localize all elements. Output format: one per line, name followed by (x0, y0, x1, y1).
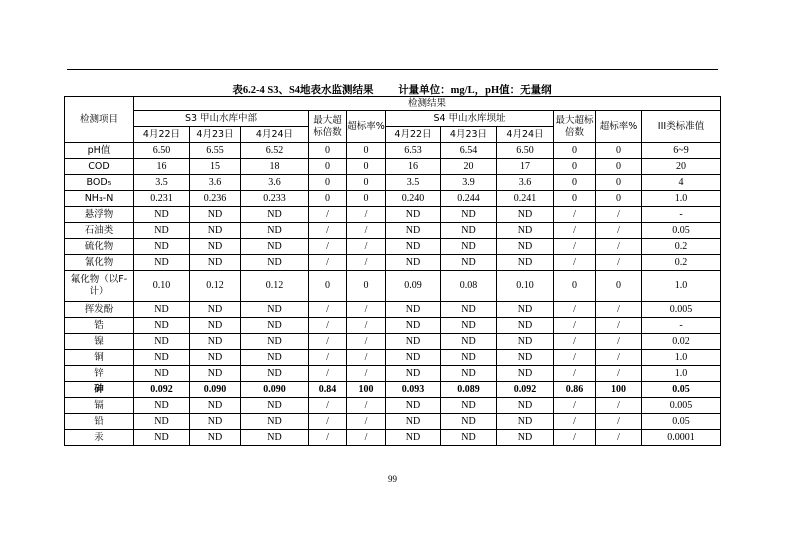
s3-day3-cell: ND (241, 350, 309, 366)
s3-day2-cell: ND (190, 334, 241, 350)
s3-exceed-rate-cell: 100 (347, 382, 386, 398)
s3-day2-cell: ND (190, 239, 241, 255)
s4-day1-cell: 6.53 (386, 143, 441, 159)
s3-day1-cell: 6.50 (134, 143, 190, 159)
s4-day3-cell: 0.10 (497, 271, 554, 302)
s4-max-exceed-cell: 0 (554, 159, 596, 175)
s3-max-exceed-cell: 0 (309, 175, 347, 191)
item-name-cell: 挥发酚 (65, 302, 134, 318)
s4-day3-cell: 6.50 (497, 143, 554, 159)
s3-exceed-rate-cell: / (347, 239, 386, 255)
s4-exceed-rate-cell: 0 (596, 159, 642, 175)
s4-exceed-rate-cell: 0 (596, 175, 642, 191)
table-row (65, 175, 721, 191)
item-name-cell: 砷 (65, 382, 134, 398)
s3-max-exceed-cell: / (309, 223, 347, 239)
standard-value-cell: 1.0 (642, 271, 721, 302)
s3-max-exceed-cell: / (309, 255, 347, 271)
table-row (65, 271, 721, 302)
header-s4-date-3: 4月24日 (497, 127, 554, 143)
s3-day2-cell: 0.236 (190, 191, 241, 207)
s4-exceed-rate-cell: / (596, 350, 642, 366)
standard-value-cell: - (642, 318, 721, 334)
s3-exceed-rate-cell: / (347, 318, 386, 334)
header-s3-date-1: 4月22日 (134, 127, 190, 143)
s3-exceed-rate-cell: / (347, 430, 386, 446)
s3-day2-cell: 15 (190, 159, 241, 175)
standard-value-cell: 0.005 (642, 398, 721, 414)
s3-day1-cell: ND (134, 223, 190, 239)
s4-exceed-rate-cell: / (596, 430, 642, 446)
s3-day3-cell: ND (241, 334, 309, 350)
s4-max-exceed-cell: / (554, 334, 596, 350)
s4-max-exceed-cell: 0 (554, 143, 596, 159)
s4-day2-cell: ND (441, 223, 497, 239)
s4-exceed-rate-cell: / (596, 318, 642, 334)
s3-day2-cell: ND (190, 302, 241, 318)
s4-day3-cell: ND (497, 366, 554, 382)
s3-exceed-rate-cell: / (347, 366, 386, 382)
s3-day3-cell: 0.233 (241, 191, 309, 207)
s4-max-exceed-cell: / (554, 398, 596, 414)
s3-max-exceed-cell: / (309, 350, 347, 366)
item-name-cell: NH₃-N (65, 191, 134, 207)
s4-max-exceed-cell: 0 (554, 271, 596, 302)
s4-max-exceed-cell: / (554, 366, 596, 382)
s4-day1-cell: ND (386, 430, 441, 446)
s4-day2-cell: ND (441, 239, 497, 255)
s4-day1-cell: ND (386, 414, 441, 430)
s3-day2-cell: ND (190, 223, 241, 239)
table-row (65, 366, 721, 382)
s3-day2-cell: ND (190, 255, 241, 271)
s3-day2-cell: ND (190, 398, 241, 414)
s4-max-exceed-cell: / (554, 350, 596, 366)
header-s3: S3 甲山水库中部 (134, 111, 309, 127)
s3-day3-cell: ND (241, 255, 309, 271)
s3-max-exceed-cell: / (309, 318, 347, 334)
standard-value-cell: 20 (642, 159, 721, 175)
s4-day3-cell: ND (497, 430, 554, 446)
standard-value-cell: 1.0 (642, 350, 721, 366)
s4-day2-cell: ND (441, 255, 497, 271)
item-name-cell: pH值 (65, 143, 134, 159)
table-row (65, 398, 721, 414)
s4-day1-cell: ND (386, 207, 441, 223)
s4-day1-cell: ND (386, 334, 441, 350)
item-name-cell: 铜 (65, 350, 134, 366)
item-name-cell: 氟化物（以F-计） (65, 271, 134, 302)
s3-exceed-rate-cell: / (347, 334, 386, 350)
s3-exceed-rate-cell: / (347, 302, 386, 318)
standard-value-cell: 0.02 (642, 334, 721, 350)
s4-day3-cell: ND (497, 302, 554, 318)
s3-day1-cell: 0.231 (134, 191, 190, 207)
s3-day2-cell: ND (190, 207, 241, 223)
s4-day2-cell: ND (441, 334, 497, 350)
s3-day2-cell: 0.12 (190, 271, 241, 302)
header-s4-date-1: 4月22日 (386, 127, 441, 143)
s3-day3-cell: ND (241, 302, 309, 318)
item-name-cell: 锆 (65, 318, 134, 334)
s3-max-exceed-cell: 0 (309, 191, 347, 207)
s4-day1-cell: 16 (386, 159, 441, 175)
monitoring-results-table (64, 96, 721, 446)
s3-exceed-rate-cell: 0 (347, 175, 386, 191)
s4-day2-cell: ND (441, 414, 497, 430)
s4-day1-cell: 0.09 (386, 271, 441, 302)
s3-day1-cell: 16 (134, 159, 190, 175)
standard-value-cell: 0.2 (642, 239, 721, 255)
table-row (65, 302, 721, 318)
s4-day3-cell: 0.092 (497, 382, 554, 398)
s4-exceed-rate-cell: / (596, 207, 642, 223)
s3-day3-cell: 0.12 (241, 271, 309, 302)
standard-value-cell: 0.05 (642, 414, 721, 430)
header-s4-max-exceed: 最大超标倍数 (554, 111, 596, 143)
s3-day2-cell: ND (190, 366, 241, 382)
s3-day3-cell: ND (241, 223, 309, 239)
s3-max-exceed-cell: / (309, 414, 347, 430)
s4-day2-cell: ND (441, 366, 497, 382)
s4-max-exceed-cell: / (554, 302, 596, 318)
s4-day3-cell: ND (497, 318, 554, 334)
s3-max-exceed-cell: / (309, 366, 347, 382)
s4-day3-cell: ND (497, 255, 554, 271)
s4-day2-cell: 0.244 (441, 191, 497, 207)
s4-day2-cell: ND (441, 207, 497, 223)
item-name-cell: 铅 (65, 414, 134, 430)
s3-max-exceed-cell: 0 (309, 271, 347, 302)
s4-max-exceed-cell: 0 (554, 175, 596, 191)
s4-day3-cell: ND (497, 414, 554, 430)
s3-day2-cell: ND (190, 414, 241, 430)
standard-value-cell: 0.005 (642, 302, 721, 318)
header-s4: S4 甲山水库坝址 (386, 111, 554, 127)
header-row-1 (65, 97, 721, 111)
s4-day3-cell: ND (497, 223, 554, 239)
s4-day1-cell: 0.240 (386, 191, 441, 207)
table-row (65, 191, 721, 207)
header-rule (67, 69, 718, 70)
item-name-cell: COD (65, 159, 134, 175)
standard-value-cell: 6~9 (642, 143, 721, 159)
standard-value-cell: - (642, 207, 721, 223)
s3-day3-cell: ND (241, 366, 309, 382)
table-caption (64, 82, 720, 97)
s3-exceed-rate-cell: / (347, 414, 386, 430)
header-s4-exceed-rate: 超标率% (596, 111, 642, 143)
s3-day1-cell: 0.092 (134, 382, 190, 398)
s3-exceed-rate-cell: 0 (347, 191, 386, 207)
s3-day1-cell: 0.10 (134, 271, 190, 302)
s3-day2-cell: 0.090 (190, 382, 241, 398)
s4-exceed-rate-cell: 0 (596, 143, 642, 159)
s3-max-exceed-cell: 0.84 (309, 382, 347, 398)
s3-day2-cell: ND (190, 350, 241, 366)
s3-day2-cell: 3.6 (190, 175, 241, 191)
header-s4-date-2: 4月23日 (441, 127, 497, 143)
s3-day2-cell: ND (190, 318, 241, 334)
s4-max-exceed-cell: / (554, 255, 596, 271)
s4-day1-cell: ND (386, 239, 441, 255)
s4-max-exceed-cell: / (554, 223, 596, 239)
table-row (65, 143, 721, 159)
header-s3-date-2: 4月23日 (190, 127, 241, 143)
s4-day2-cell: 0.089 (441, 382, 497, 398)
s3-exceed-rate-cell: 0 (347, 271, 386, 302)
s4-day2-cell: 0.08 (441, 271, 497, 302)
header-row-2 (65, 111, 721, 127)
s4-day1-cell: ND (386, 366, 441, 382)
s3-max-exceed-cell: / (309, 239, 347, 255)
s3-day3-cell: ND (241, 398, 309, 414)
standard-value-cell: 0.0001 (642, 430, 721, 446)
s3-day3-cell: 3.6 (241, 175, 309, 191)
standard-value-cell: 1.0 (642, 366, 721, 382)
s3-exceed-rate-cell: / (347, 255, 386, 271)
s3-day1-cell: ND (134, 414, 190, 430)
header-results: 检测结果 (134, 97, 721, 111)
s4-day2-cell: ND (441, 302, 497, 318)
s3-day2-cell: 6.55 (190, 143, 241, 159)
item-name-cell: BOD₅ (65, 175, 134, 191)
s3-exceed-rate-cell: / (347, 223, 386, 239)
header-s3-exceed-rate: 超标率% (347, 111, 386, 143)
item-name-cell: 汞 (65, 430, 134, 446)
standard-value-cell: 0.2 (642, 255, 721, 271)
s3-day1-cell: 3.5 (134, 175, 190, 191)
item-name-cell: 石油类 (65, 223, 134, 239)
s3-day3-cell: ND (241, 207, 309, 223)
s4-day2-cell: ND (441, 430, 497, 446)
s4-max-exceed-cell: 0.86 (554, 382, 596, 398)
table-row (65, 350, 721, 366)
s3-exceed-rate-cell: 0 (347, 143, 386, 159)
s4-exceed-rate-cell: / (596, 414, 642, 430)
standard-value-cell: 4 (642, 175, 721, 191)
s3-day2-cell: ND (190, 430, 241, 446)
s4-day1-cell: 3.5 (386, 175, 441, 191)
s4-day3-cell: 3.6 (497, 175, 554, 191)
s4-exceed-rate-cell: / (596, 223, 642, 239)
s4-day1-cell: ND (386, 398, 441, 414)
table-row (65, 207, 721, 223)
s4-exceed-rate-cell: 100 (596, 382, 642, 398)
s3-max-exceed-cell: 0 (309, 143, 347, 159)
s3-day1-cell: ND (134, 398, 190, 414)
table-row (65, 159, 721, 175)
s3-day3-cell: 0.090 (241, 382, 309, 398)
header-s3-max-exceed: 最大超标倍数 (309, 111, 347, 143)
s3-day3-cell: ND (241, 239, 309, 255)
table-row (65, 382, 721, 398)
s4-day1-cell: ND (386, 318, 441, 334)
s3-max-exceed-cell: / (309, 398, 347, 414)
item-name-cell: 镍 (65, 334, 134, 350)
s4-exceed-rate-cell: / (596, 239, 642, 255)
caption-title: 表6.2-4 S3、S4地表水监测结果 (232, 85, 374, 96)
standard-value-cell: 0.05 (642, 223, 721, 239)
s3-day3-cell: 6.52 (241, 143, 309, 159)
s4-day1-cell: ND (386, 302, 441, 318)
s3-day3-cell: ND (241, 430, 309, 446)
header-item: 检测项目 (65, 97, 134, 143)
page-number: 99 (388, 474, 397, 484)
s3-max-exceed-cell: / (309, 302, 347, 318)
s4-day2-cell: 20 (441, 159, 497, 175)
s3-day1-cell: ND (134, 239, 190, 255)
s4-day1-cell: 0.093 (386, 382, 441, 398)
s4-max-exceed-cell: / (554, 318, 596, 334)
s4-day3-cell: ND (497, 398, 554, 414)
s3-day3-cell: ND (241, 414, 309, 430)
item-name-cell: 硫化物 (65, 239, 134, 255)
s4-exceed-rate-cell: / (596, 255, 642, 271)
s4-exceed-rate-cell: / (596, 366, 642, 382)
s4-exceed-rate-cell: / (596, 302, 642, 318)
s3-day1-cell: ND (134, 334, 190, 350)
s4-day3-cell: 17 (497, 159, 554, 175)
s3-day3-cell: ND (241, 318, 309, 334)
s3-day1-cell: ND (134, 318, 190, 334)
s4-day3-cell: ND (497, 334, 554, 350)
s4-max-exceed-cell: / (554, 414, 596, 430)
table-row (65, 255, 721, 271)
s3-day1-cell: ND (134, 430, 190, 446)
table-row (65, 318, 721, 334)
s4-day1-cell: ND (386, 255, 441, 271)
table-row (65, 414, 721, 430)
s3-max-exceed-cell: / (309, 334, 347, 350)
s3-max-exceed-cell: 0 (309, 159, 347, 175)
s3-max-exceed-cell: / (309, 207, 347, 223)
s3-exceed-rate-cell: 0 (347, 159, 386, 175)
header-s3-date-3: 4月24日 (241, 127, 309, 143)
s4-max-exceed-cell: / (554, 239, 596, 255)
s4-max-exceed-cell: 0 (554, 191, 596, 207)
table-row (65, 334, 721, 350)
s4-day2-cell: 3.9 (441, 175, 497, 191)
item-name-cell: 锌 (65, 366, 134, 382)
s4-day2-cell: ND (441, 350, 497, 366)
standard-value-cell: 1.0 (642, 191, 721, 207)
s3-day3-cell: 18 (241, 159, 309, 175)
s3-exceed-rate-cell: / (347, 207, 386, 223)
s3-max-exceed-cell: / (309, 430, 347, 446)
s4-exceed-rate-cell: / (596, 398, 642, 414)
s4-day1-cell: ND (386, 350, 441, 366)
s3-exceed-rate-cell: / (347, 398, 386, 414)
s3-day1-cell: ND (134, 302, 190, 318)
s4-day3-cell: ND (497, 350, 554, 366)
s4-max-exceed-cell: / (554, 430, 596, 446)
s4-exceed-rate-cell: 0 (596, 191, 642, 207)
s3-day1-cell: ND (134, 255, 190, 271)
s4-day3-cell: ND (497, 207, 554, 223)
table-body (65, 97, 721, 446)
header-standard: III类标准值 (642, 111, 721, 143)
caption-unit: 计量单位：mg/L，pH值：无量纲 (398, 85, 552, 96)
s4-day1-cell: ND (386, 223, 441, 239)
standard-value-cell: 0.05 (642, 382, 721, 398)
table-row (65, 430, 721, 446)
s4-day2-cell: ND (441, 398, 497, 414)
s3-day1-cell: ND (134, 350, 190, 366)
item-name-cell: 氰化物 (65, 255, 134, 271)
item-name-cell: 悬浮物 (65, 207, 134, 223)
s4-day2-cell: 6.54 (441, 143, 497, 159)
table-row (65, 223, 721, 239)
s3-day1-cell: ND (134, 366, 190, 382)
s4-exceed-rate-cell: / (596, 334, 642, 350)
s3-day1-cell: ND (134, 207, 190, 223)
s4-day3-cell: 0.241 (497, 191, 554, 207)
s4-day3-cell: ND (497, 239, 554, 255)
s4-exceed-rate-cell: 0 (596, 271, 642, 302)
table-row (65, 239, 721, 255)
s3-exceed-rate-cell: / (347, 350, 386, 366)
item-name-cell: 镉 (65, 398, 134, 414)
s4-max-exceed-cell: / (554, 207, 596, 223)
s4-day2-cell: ND (441, 318, 497, 334)
